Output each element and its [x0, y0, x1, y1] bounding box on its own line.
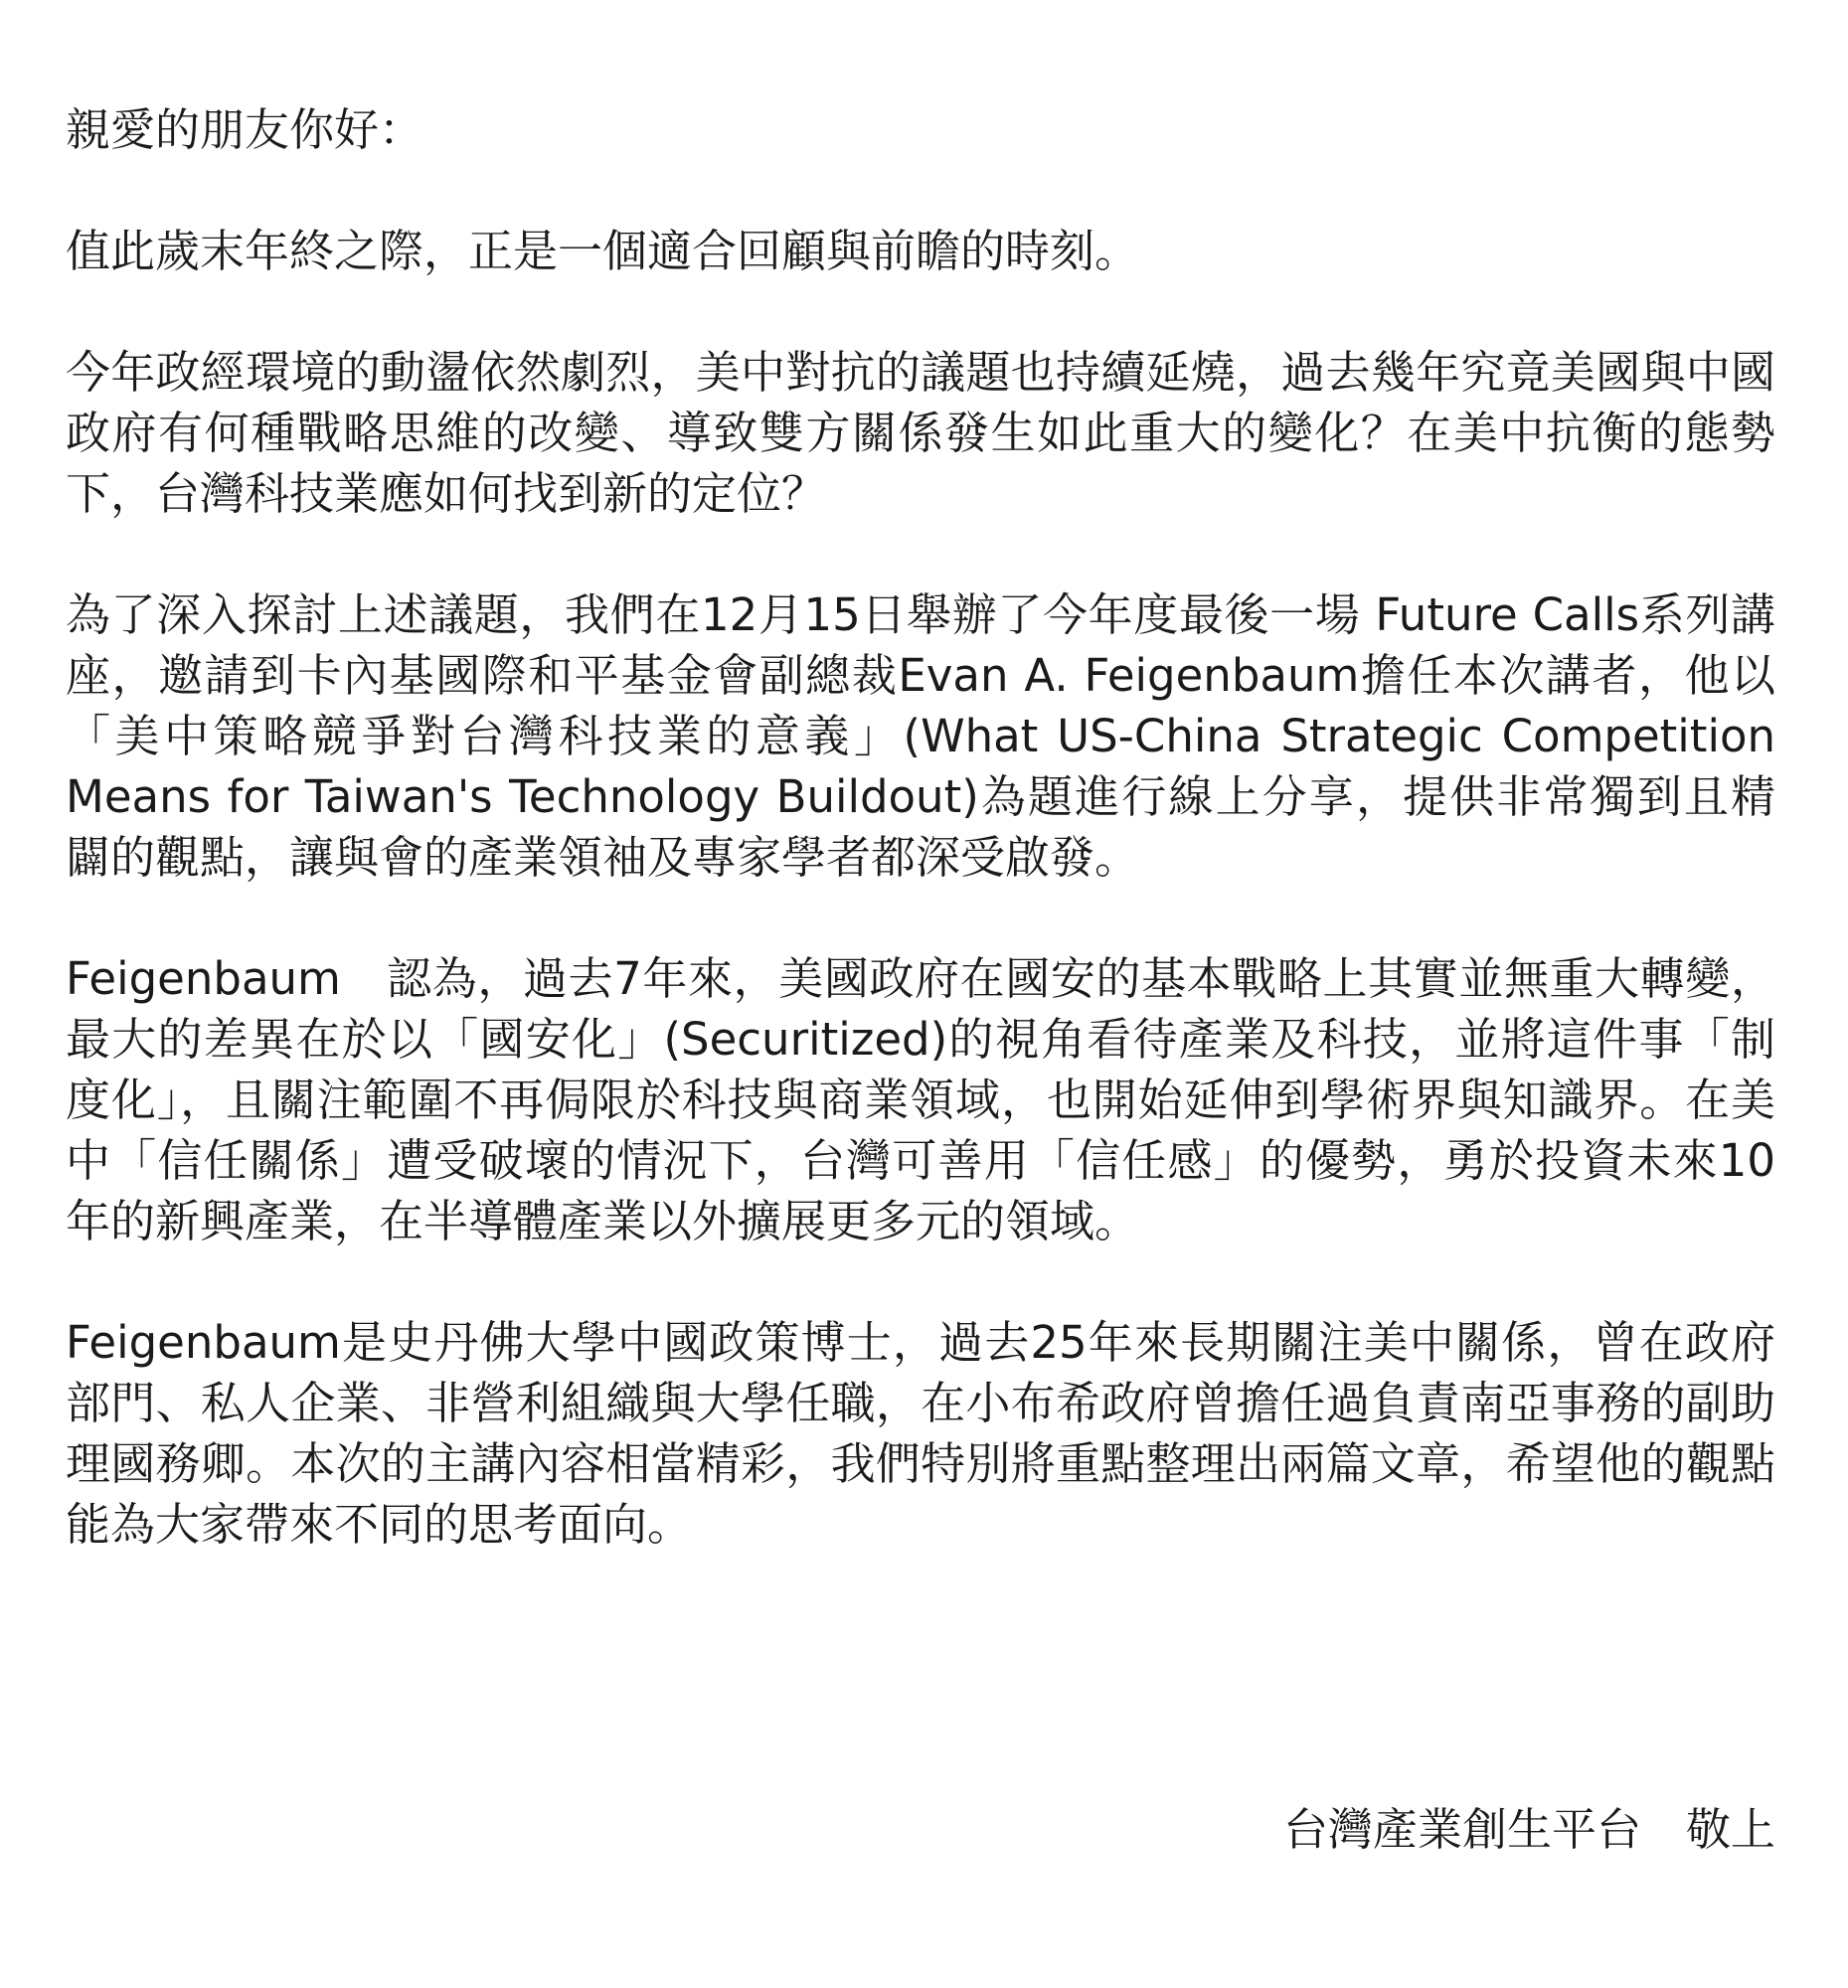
letter-body: [66, 99, 1775, 1615]
paragraph-intro: 值此歲末年終之際，正是一個適合回顧與前瞻的時刻。: [66, 225, 1140, 277]
paragraph-viewpoint: Feigenbaum 認為，過去7年來，美國政府在國安的基本戰略上其實並無重大轉變，最大的差異在於以「國安化」(Securitized)的視角看待產業及科技，並將這件事「制度化」，且關注範圍不再侷限於科技與商業領域，也開始延伸到學術界與知識界。在美中「信任關係」遭受破壞的情況下，台灣可善用「信任感」的優勢，勇於投資未來10年的新興產業，在半導體產業以外擴展更多元的領域。: [66, 952, 1775, 1247]
paragraph-speaker-bio: Feigenbaum是史丹佛大學中國政策博士，過去25年來長期關注美中關係，曾在政府部門、私人企業、非營利組織與大學任職，在小布希政府曾擔任過負責南亞事務的副助理國務卿。本次的主講內容相當精彩，我們特別將重點整理出兩篇文章，希望他的觀點能為大家帶來不同的思考面向。: [66, 1316, 1775, 1551]
paragraph-context: 今年政經環境的動盪依然劇烈，美中對抗的議題也持續延燒，過去幾年究竟美國與中國政府有何種戰略思維的改變、導致雙方關係發生如此重大的變化？在美中抗衡的態勢下，台灣科技業應如何找到新的定位？: [66, 346, 1775, 520]
greeting: 親愛的朋友你好：: [66, 103, 424, 156]
signature: 台灣產業創生平台 敬上: [1282, 1803, 1775, 1856]
paragraph-event: 為了深入探討上述議題，我們在12月15日舉辦了今年度最後一場 Future Calls系列講座，邀請到卡內基國際和平基金會副總裁Evan A. Feigenbaum擔任本次講者，他以「美中策略競爭對台灣科技業的意義」(What US-China Strategic Competition Means for Taiwan's Technology Buildout)為題進行線上分享，提供非常獨到且精闢的觀點，讓與會的產業領袖及專家學者都深受啟發。: [66, 588, 1775, 884]
